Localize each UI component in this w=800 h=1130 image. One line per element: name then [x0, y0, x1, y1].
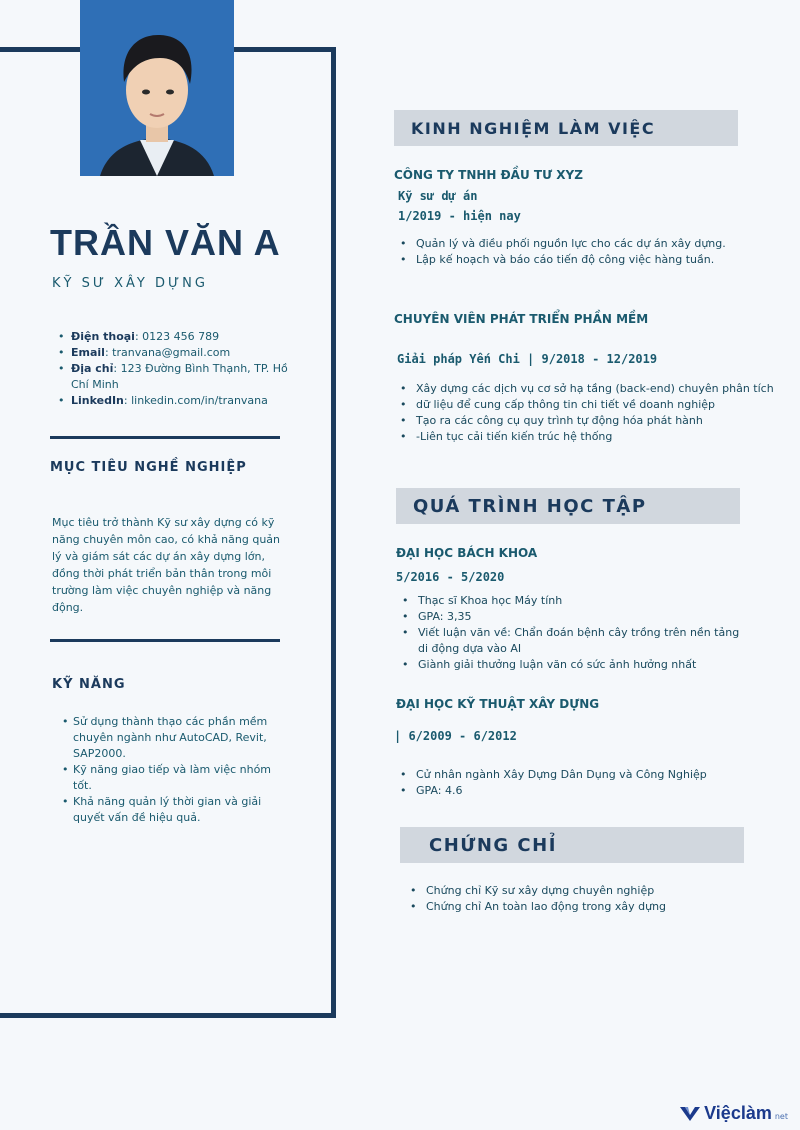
objective-text: Mục tiêu trở thành Kỹ sư xây dựng có kỹ năng chuyên môn cao, có khả năng quản lý và giám sát các dự án xây dựng lớn, đồng thời phát triển bản thân trong môi trường làm việc chuyên nghiệp và năng động.: [52, 516, 281, 614]
school-details: [400, 593, 745, 673]
job-duty: • Xây dựng các dịch vụ cơ sở hạ tầng (back-end) chuyên phân tích: [398, 381, 788, 397]
certificate-item: • Chứng chỉ Kỹ sư xây dựng chuyên nghiệp: [408, 883, 788, 899]
skill-item: • Kỹ năng giao tiếp và làm việc nhóm tốt.: [62, 762, 287, 794]
contact-list: [58, 329, 298, 409]
section-divider: [50, 639, 280, 642]
education-heading: QUÁ TRÌNH HỌC TẬP: [413, 495, 647, 517]
job-duty: • Quản lý và điều phối nguồn lực cho các dự án xây dựng.: [398, 236, 788, 252]
school-detail: • Cử nhân ngành Xây Dựng Dân Dụng và Công Nghiệp: [398, 767, 788, 783]
contact-label: Điện thoại: [71, 330, 135, 343]
candidate-name: TRẦN VĂN A: [50, 222, 281, 263]
contact-value: : linkedin.com/in/tranvana: [123, 394, 268, 407]
job-period: 1/2019 - hiện nay: [398, 209, 521, 223]
skill-item: • Sử dụng thành thạo các phần mềm chuyên ngành như AutoCAD, Revit, SAP2000.: [62, 714, 287, 762]
contact-phone: [58, 329, 298, 345]
logo-chevron-icon: [679, 1105, 701, 1123]
contact-label: Email: [71, 346, 105, 359]
objective-heading: MỤC TIÊU NGHỀ NGHIỆP: [50, 460, 247, 475]
school-detail: • Giành giải thưởng luận văn có sức ảnh hưởng nhất: [400, 657, 745, 673]
vieclam-logo: [679, 1103, 788, 1124]
school-detail: • Thạc sĩ Khoa học Máy tính: [400, 593, 745, 609]
school-name: ĐẠI HỌC BÁCH KHOA: [396, 546, 538, 560]
school-detail: • GPA: 3,35: [400, 609, 745, 625]
contact-address: [58, 361, 298, 393]
job-position: Kỹ sư dự án: [398, 189, 478, 203]
education-heading-banner: [396, 488, 740, 524]
skills-heading: KỸ NĂNG: [52, 677, 126, 692]
job-duty: • Tạo ra các công cụ quy trình tự động hóa phát hành: [398, 413, 788, 429]
school-detail: • GPA: 4.6: [398, 783, 788, 799]
skills-list: [62, 714, 287, 826]
job-duty: • dữ liệu để cung cấp thông tin chi tiết về doanh nghiệp: [398, 397, 788, 413]
job-duties: [398, 381, 788, 445]
school-detail: • Viết luận văn về: Chẩn đoán bệnh cây trồng trên nền tảng di động dựa vào AI: [400, 625, 745, 657]
candidate-title: KỸ SƯ XÂY DỰNG: [52, 276, 208, 291]
contact-label: LinkedIn: [71, 394, 124, 407]
school-details: [398, 767, 788, 799]
contact-linkedin: [58, 393, 298, 409]
contact-value: : 123 Đường Bình Thạnh, TP. Hồ Chí Minh: [71, 362, 288, 391]
contact-email: [58, 345, 298, 361]
profile-photo: [80, 0, 234, 176]
contact-value: : 0123 456 789: [134, 330, 220, 343]
contact-label: Địa chỉ: [71, 362, 114, 375]
school-period: 5/2016 - 5/2020: [396, 570, 505, 584]
job-duty: • Lập kế hoạch và báo cáo tiến độ công việc hàng tuần.: [398, 252, 788, 268]
certificates-list: [408, 883, 788, 915]
experience-heading-banner: [394, 110, 738, 146]
experience-heading: KINH NGHIỆM LÀM VIỆC: [411, 118, 656, 138]
job-period: Giải pháp Yến Chi | 9/2018 - 12/2019: [397, 352, 658, 366]
skill-item: • Khả năng quản lý thời gian và giải quyết vấn đề hiệu quả.: [62, 794, 287, 826]
certificates-heading-banner: [400, 827, 744, 863]
certificate-item: • Chứng chỉ An toàn lao động trong xây dựng: [408, 899, 788, 915]
school-name: ĐẠI HỌC KỸ THUẬT XÂY DỰNG: [396, 697, 600, 711]
certificates-heading: CHỨNG CHỈ: [429, 834, 557, 856]
job-company: CÔNG TY TNHH ĐẦU TƯ XYZ: [394, 168, 583, 182]
school-period: | 6/2009 - 6/2012: [394, 729, 517, 743]
job-duties: [398, 236, 788, 268]
section-divider: [50, 436, 280, 439]
logo-text: Việclàm: [704, 1103, 772, 1123]
job-duty: • -Liên tục cải tiến kiến trúc hệ thống: [398, 429, 788, 445]
logo-suffix: net: [774, 1112, 788, 1121]
contact-value: : tranvana@gmail.com: [104, 346, 231, 359]
portrait-illustration: [80, 0, 234, 176]
job-company: CHUYÊN VIÊN PHÁT TRIỂN PHẦN MỀM: [394, 312, 649, 326]
